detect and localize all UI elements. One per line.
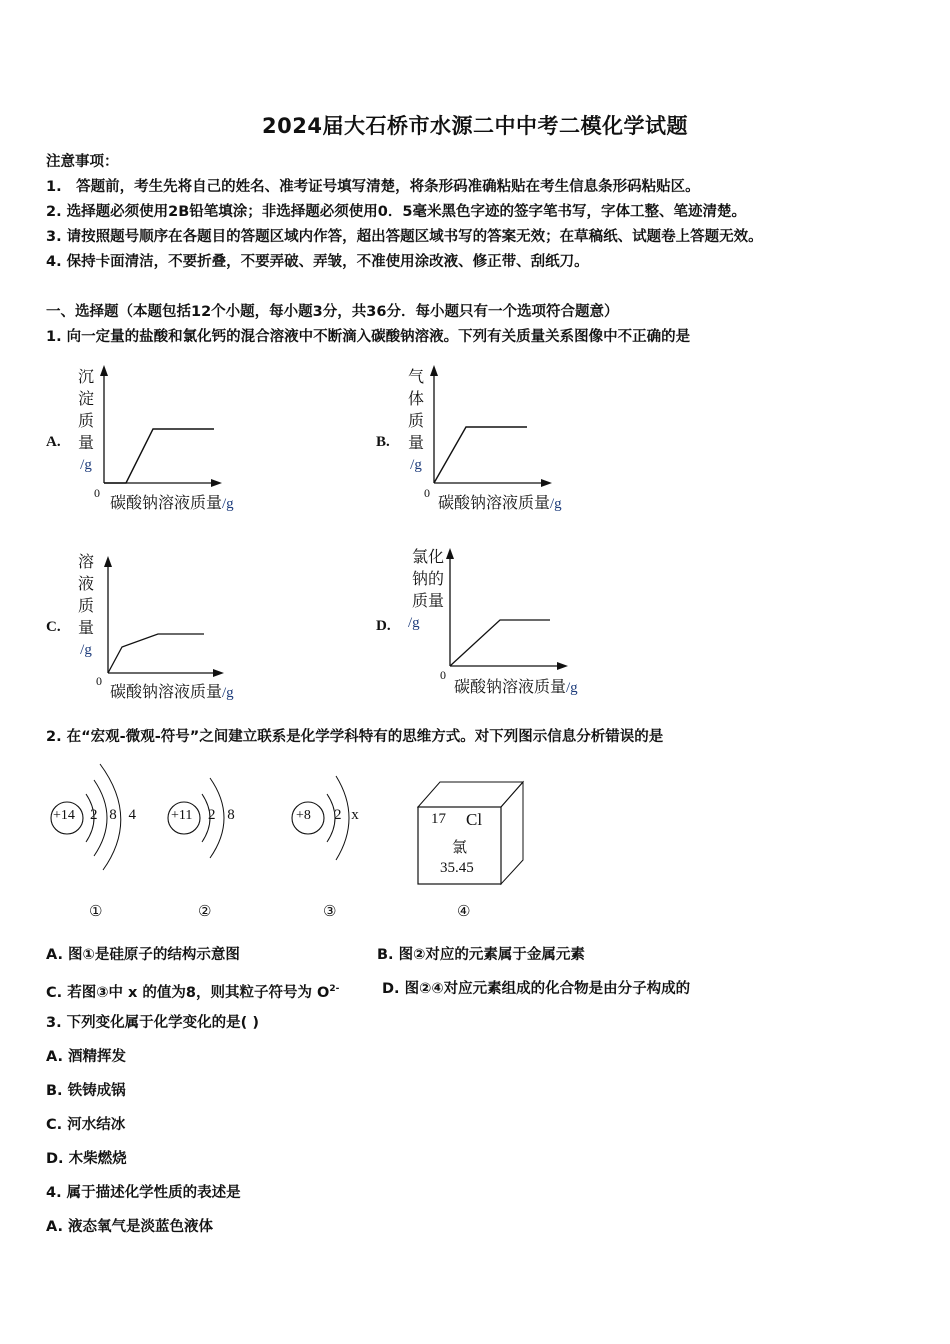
x-axis-label: 碳酸钠溶液质量/g bbox=[438, 493, 562, 512]
q2-option-b: B. 图②对应的元素属于金属元素 bbox=[377, 947, 585, 963]
notice-item-1: 1. 答题前，考生先将自己的姓名、准考证号填写清楚，将条形码准确粘贴在考生信息条形码粘贴区。 bbox=[46, 179, 700, 195]
element-symbol: Cl bbox=[466, 810, 483, 829]
y-axis-label: 气 体 质 量 /g bbox=[407, 367, 424, 473]
q2-option-c: C. 若图③中 x 的值为8，则其粒子符号为 $O^{2-}$ bbox=[46, 984, 340, 1001]
x-axis-label: 碳酸钠溶液质量/g bbox=[110, 493, 234, 512]
option-label: B. bbox=[376, 434, 390, 450]
section-heading: 一、选择题（本题包括12个小题，每小题3分，共36分．每小题只有一个选项符合题意） bbox=[46, 304, 619, 320]
electron-shells: 2 8 4 bbox=[90, 807, 140, 823]
y-axis-label: 沉 淀 质 量 /g bbox=[77, 367, 94, 473]
q2-option-a: A. 图①是硅原子的结构示意图 bbox=[46, 947, 240, 963]
q3-option-a: A. 酒精挥发 bbox=[46, 1049, 127, 1065]
figure-caption-3: ③ bbox=[323, 902, 337, 920]
q3-option-d: D. 木柴燃烧 bbox=[46, 1151, 127, 1167]
notice-item-2: 2. 选择题必须使用2B铅笔填涂；非选择题必须使用0．5毫米黑色字迹的签字笔书写，字体工整、笔迹清楚。 bbox=[46, 204, 746, 220]
nucleus-charge: +14 bbox=[53, 808, 75, 823]
origin-label: 0 bbox=[424, 486, 430, 500]
page-title: 2024届大石桥市水源二中中考二模化学试题 bbox=[262, 114, 688, 138]
y-axis-label: 溶 液 质 量 /g bbox=[77, 552, 94, 658]
electron-shells: 2 8 bbox=[208, 807, 239, 823]
x-axis-label: 碳酸钠溶液质量/g bbox=[110, 682, 234, 701]
figure-caption-4: ④ bbox=[457, 902, 471, 920]
nucleus-charge: +11 bbox=[171, 808, 193, 823]
atomic-number: 17 bbox=[431, 811, 446, 827]
option-label: D. bbox=[376, 618, 391, 634]
notice-heading: 注意事项： bbox=[46, 154, 119, 170]
graph-d bbox=[370, 542, 610, 707]
notice-item-3: 3. 请按照题号顺序在各题目的答题区域内作答，超出答题区域书写的答案无效；在草稿纸、试题卷上答题无效。 bbox=[46, 229, 763, 245]
option-label: A. bbox=[46, 434, 61, 450]
graph-a bbox=[40, 362, 270, 522]
nucleus-charge: +8 bbox=[296, 808, 311, 823]
origin-label: 0 bbox=[94, 486, 100, 500]
q4-option-a: A. 液态氧气是淡蓝色液体 bbox=[46, 1219, 214, 1235]
question-4-stem: 4. 属于描述化学性质的表述是 bbox=[46, 1185, 241, 1201]
q3-option-b: B. 铁铸成锅 bbox=[46, 1083, 126, 1099]
x-axis-label: 碳酸钠溶液质量/g bbox=[454, 677, 578, 696]
atomic-mass: 35.45 bbox=[440, 860, 474, 876]
question-2-stem: 2. 在“宏观-微观-符号”之间建立联系是化学学科特有的思维方式。对下列图示信息分析错误的是 bbox=[46, 729, 664, 745]
question-3-stem: 3. 下列变化属于化学变化的是( ) bbox=[46, 1015, 259, 1031]
y-axis-label: 氯化 钠的 质量 /g bbox=[408, 547, 444, 631]
figure-caption-2: ② bbox=[198, 902, 212, 920]
question-1-stem: 1. 向一定量的盐酸和氯化钙的混合溶液中不断滴入碳酸钠溶液。下列有关质量关系图像中不正确的是 bbox=[46, 329, 691, 345]
atom-diagrams bbox=[40, 760, 560, 930]
notice-item-4: 4. 保持卡面清洁，不要折叠，不要弄破、弄皱，不准使用涂改液、修正带、刮纸刀。 bbox=[46, 254, 589, 270]
graph-c bbox=[40, 547, 270, 707]
graph-b bbox=[370, 362, 600, 522]
element-name: 氯 bbox=[452, 838, 468, 856]
option-label: C. bbox=[46, 619, 61, 635]
figure-caption-1: ① bbox=[89, 902, 103, 920]
q3-option-c: C. 河水结冰 bbox=[46, 1117, 126, 1133]
q2-option-d: D. 图②④对应元素组成的化合物是由分子构成的 bbox=[382, 981, 691, 997]
electron-shells: 2 x bbox=[334, 807, 362, 823]
origin-label: 0 bbox=[440, 668, 446, 682]
origin-label: 0 bbox=[96, 674, 102, 688]
